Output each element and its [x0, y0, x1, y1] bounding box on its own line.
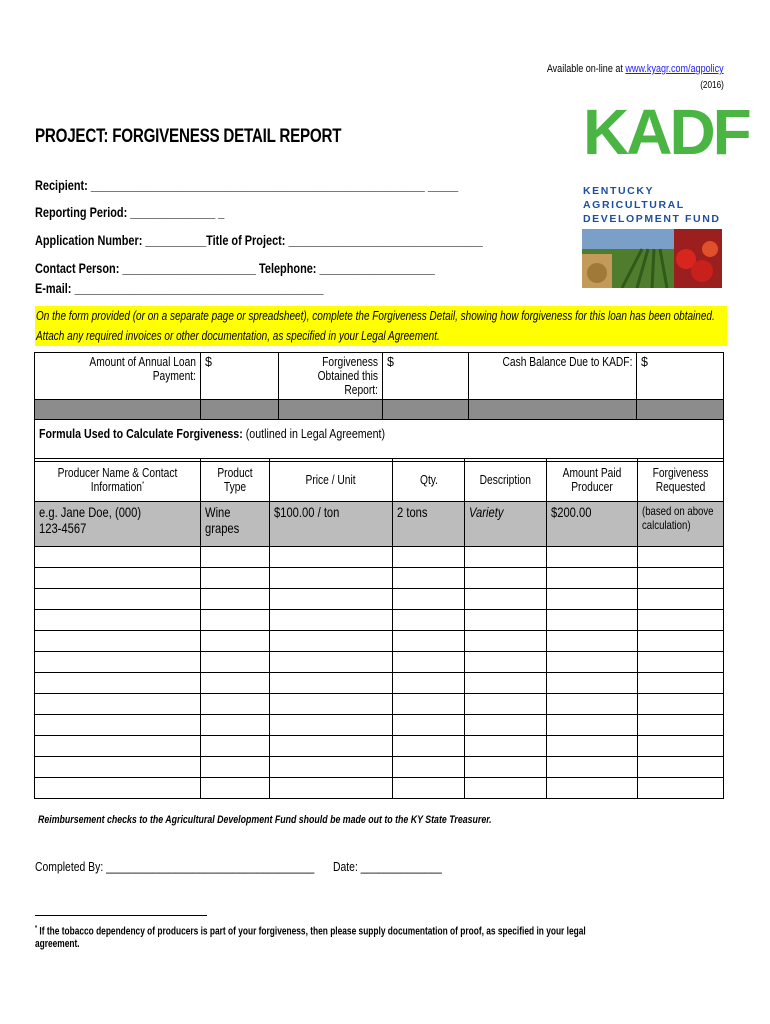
table-row [35, 589, 724, 610]
col-description-header: Description [465, 459, 547, 502]
table-cell[interactable] [393, 715, 465, 736]
table-cell[interactable] [270, 715, 393, 736]
detail-header-row [35, 459, 724, 502]
table-cell[interactable] [465, 547, 547, 568]
col-producer-header: Producer Name & Contact Information* [35, 459, 201, 502]
table-row [35, 757, 724, 778]
table-cell[interactable] [393, 589, 465, 610]
table-row [35, 631, 724, 652]
table-cell[interactable] [393, 778, 465, 799]
table-cell[interactable] [201, 589, 270, 610]
table-row [35, 652, 724, 673]
table-cell[interactable] [393, 736, 465, 757]
table-cell[interactable] [638, 652, 724, 673]
col-forgiveness-requested-header: Forgiveness Requested [638, 459, 724, 502]
contact-telephone-field[interactable]: Contact Person: ______________________ Telephone: ___________________ [35, 260, 435, 276]
application-title-field[interactable]: Application Number: __________Title of Project: ________________________________ [35, 232, 483, 248]
table-cell[interactable] [393, 652, 465, 673]
table-cell[interactable] [638, 757, 724, 778]
logo-line-1: KENTUCKY AGRICULTURAL [583, 185, 685, 211]
reporting-period-field[interactable]: Reporting Period: ______________ _ [35, 204, 225, 220]
table-cell[interactable] [638, 694, 724, 715]
table-cell[interactable] [201, 694, 270, 715]
recipient-field[interactable]: Recipient: _______________________________________________________ _____ [35, 177, 459, 193]
table-cell[interactable] [393, 568, 465, 589]
table-cell[interactable] [270, 547, 393, 568]
table-cell[interactable] [547, 589, 638, 610]
table-cell[interactable] [547, 778, 638, 799]
table-cell[interactable] [393, 631, 465, 652]
example-price-unit: $100.00 / ton [270, 502, 393, 547]
table-cell[interactable] [638, 778, 724, 799]
table-cell[interactable] [547, 547, 638, 568]
kadf-logo-letters: KADF [583, 96, 749, 168]
table-cell[interactable] [638, 589, 724, 610]
table-row [35, 673, 724, 694]
table-cell[interactable] [638, 673, 724, 694]
table-cell[interactable] [465, 757, 547, 778]
table-cell[interactable] [201, 715, 270, 736]
table-cell[interactable] [638, 610, 724, 631]
summary-table [34, 352, 724, 462]
table-cell[interactable] [547, 610, 638, 631]
table-row [35, 547, 724, 568]
table-cell[interactable] [465, 694, 547, 715]
example-product-type: Wine grapes [201, 502, 270, 547]
table-cell[interactable] [35, 547, 201, 568]
table-cell[interactable] [393, 547, 465, 568]
forgiveness-detail-table [34, 458, 724, 799]
table-cell[interactable] [547, 694, 638, 715]
page-title: PROJECT: FORGIVENESS DETAIL REPORT [35, 126, 342, 147]
table-cell[interactable] [547, 631, 638, 652]
table-cell[interactable] [465, 631, 547, 652]
agpolicy-link[interactable]: www.kyagr.com/agpolicy [625, 63, 724, 75]
table-cell[interactable] [201, 652, 270, 673]
table-cell[interactable] [201, 757, 270, 778]
table-cell[interactable] [35, 673, 201, 694]
instructions-text: On the form provided (or on a separate page or spreadsheet), complete the Forgiveness Detail, showing how forgiveness for this loan has been obtained. Attach any required invoices or other documentation, as specified in your Legal Agreement. [35, 306, 727, 346]
table-cell[interactable] [35, 757, 201, 778]
table-cell[interactable] [465, 778, 547, 799]
date-field[interactable]: Date: ______________ [333, 859, 442, 874]
table-row [35, 568, 724, 589]
availability-line: Available on-line at www.kyagr.com/agpolicy [547, 63, 724, 75]
table-cell[interactable] [393, 757, 465, 778]
table-cell[interactable] [35, 610, 201, 631]
forgiveness-obtained-value[interactable]: $ [383, 353, 469, 400]
table-cell[interactable] [547, 736, 638, 757]
example-forgiveness-requested: (based on above calculation) [638, 502, 724, 547]
table-cell[interactable] [35, 736, 201, 757]
cash-balance-value[interactable]: $ [637, 353, 724, 400]
example-row [35, 502, 724, 547]
table-cell[interactable] [547, 652, 638, 673]
table-cell[interactable] [35, 715, 201, 736]
table-cell[interactable] [547, 673, 638, 694]
table-cell[interactable] [465, 589, 547, 610]
table-cell[interactable] [270, 757, 393, 778]
table-cell[interactable] [393, 610, 465, 631]
table-cell[interactable] [270, 610, 393, 631]
table-cell[interactable] [465, 736, 547, 757]
table-cell[interactable] [35, 568, 201, 589]
example-producer: e.g. Jane Doe, (000) 123-4567 [35, 502, 201, 547]
table-cell[interactable] [35, 778, 201, 799]
example-description: Variety [465, 502, 547, 547]
annual-payment-label: Amount of Annual Loan Payment: [35, 353, 201, 400]
table-cell[interactable] [547, 757, 638, 778]
table-cell[interactable] [35, 694, 201, 715]
table-cell[interactable] [35, 631, 201, 652]
col-qty-header: Qty. [393, 459, 465, 502]
table-cell[interactable] [393, 673, 465, 694]
table-cell[interactable] [201, 673, 270, 694]
table-cell[interactable] [270, 652, 393, 673]
table-cell[interactable] [638, 631, 724, 652]
table-cell[interactable] [201, 547, 270, 568]
table-cell[interactable] [201, 568, 270, 589]
reimbursement-note: Reimbursement checks to the Agricultural Development Fund should be made out to the KY State Treasurer. [38, 814, 492, 826]
table-cell[interactable] [465, 610, 547, 631]
table-row [35, 715, 724, 736]
formula-cell[interactable]: Formula Used to Calculate Forgiveness: (outlined in Legal Agreement) [35, 420, 724, 462]
table-cell[interactable] [547, 715, 638, 736]
table-cell[interactable] [270, 778, 393, 799]
logo-line-2: DEVELOPMENT FUND [583, 213, 721, 225]
table-cell[interactable] [201, 736, 270, 757]
table-cell[interactable] [465, 652, 547, 673]
table-row [35, 736, 724, 757]
table-cell[interactable] [201, 610, 270, 631]
table-cell[interactable] [465, 715, 547, 736]
table-cell[interactable] [270, 694, 393, 715]
year-label: (2016) [700, 80, 724, 91]
col-amount-paid-header: Amount Paid Producer [547, 459, 638, 502]
annual-payment-value[interactable]: $ [201, 353, 279, 400]
table-cell[interactable] [270, 589, 393, 610]
footnote-text: * If the tobacco dependency of producers is part of your forgiveness, then please supply documentation of proof, as specified in your legal agreement. [35, 925, 586, 950]
forgiveness-obtained-label: Forgiveness Obtained this Report: [279, 353, 383, 400]
example-qty: 2 tons [393, 502, 465, 547]
table-cell[interactable] [35, 589, 201, 610]
table-cell[interactable] [465, 568, 547, 589]
table-cell[interactable] [547, 568, 638, 589]
table-cell[interactable] [638, 715, 724, 736]
table-cell[interactable] [465, 673, 547, 694]
cash-balance-label: Cash Balance Due to KADF: [469, 353, 637, 400]
table-cell[interactable] [270, 736, 393, 757]
col-product-type-header: Product Type [201, 459, 270, 502]
table-cell[interactable] [638, 736, 724, 757]
kadf-logo [583, 96, 749, 226]
table-cell[interactable] [270, 673, 393, 694]
table-cell[interactable] [201, 778, 270, 799]
table-cell[interactable] [638, 547, 724, 568]
table-cell[interactable] [201, 631, 270, 652]
table-cell[interactable] [35, 652, 201, 673]
table-row [35, 694, 724, 715]
footnote-divider [35, 915, 207, 916]
email-field[interactable]: E-mail: _________________________________________ [35, 280, 324, 296]
table-cell[interactable] [270, 568, 393, 589]
col-price-unit-header: Price / Unit [270, 459, 393, 502]
table-cell[interactable] [638, 568, 724, 589]
table-cell[interactable] [393, 694, 465, 715]
table-row [35, 778, 724, 799]
example-amount-paid: $200.00 [547, 502, 638, 547]
completed-by-field[interactable]: Completed By: ____________________________________ [35, 859, 315, 874]
table-row [35, 610, 724, 631]
table-cell[interactable] [270, 631, 393, 652]
